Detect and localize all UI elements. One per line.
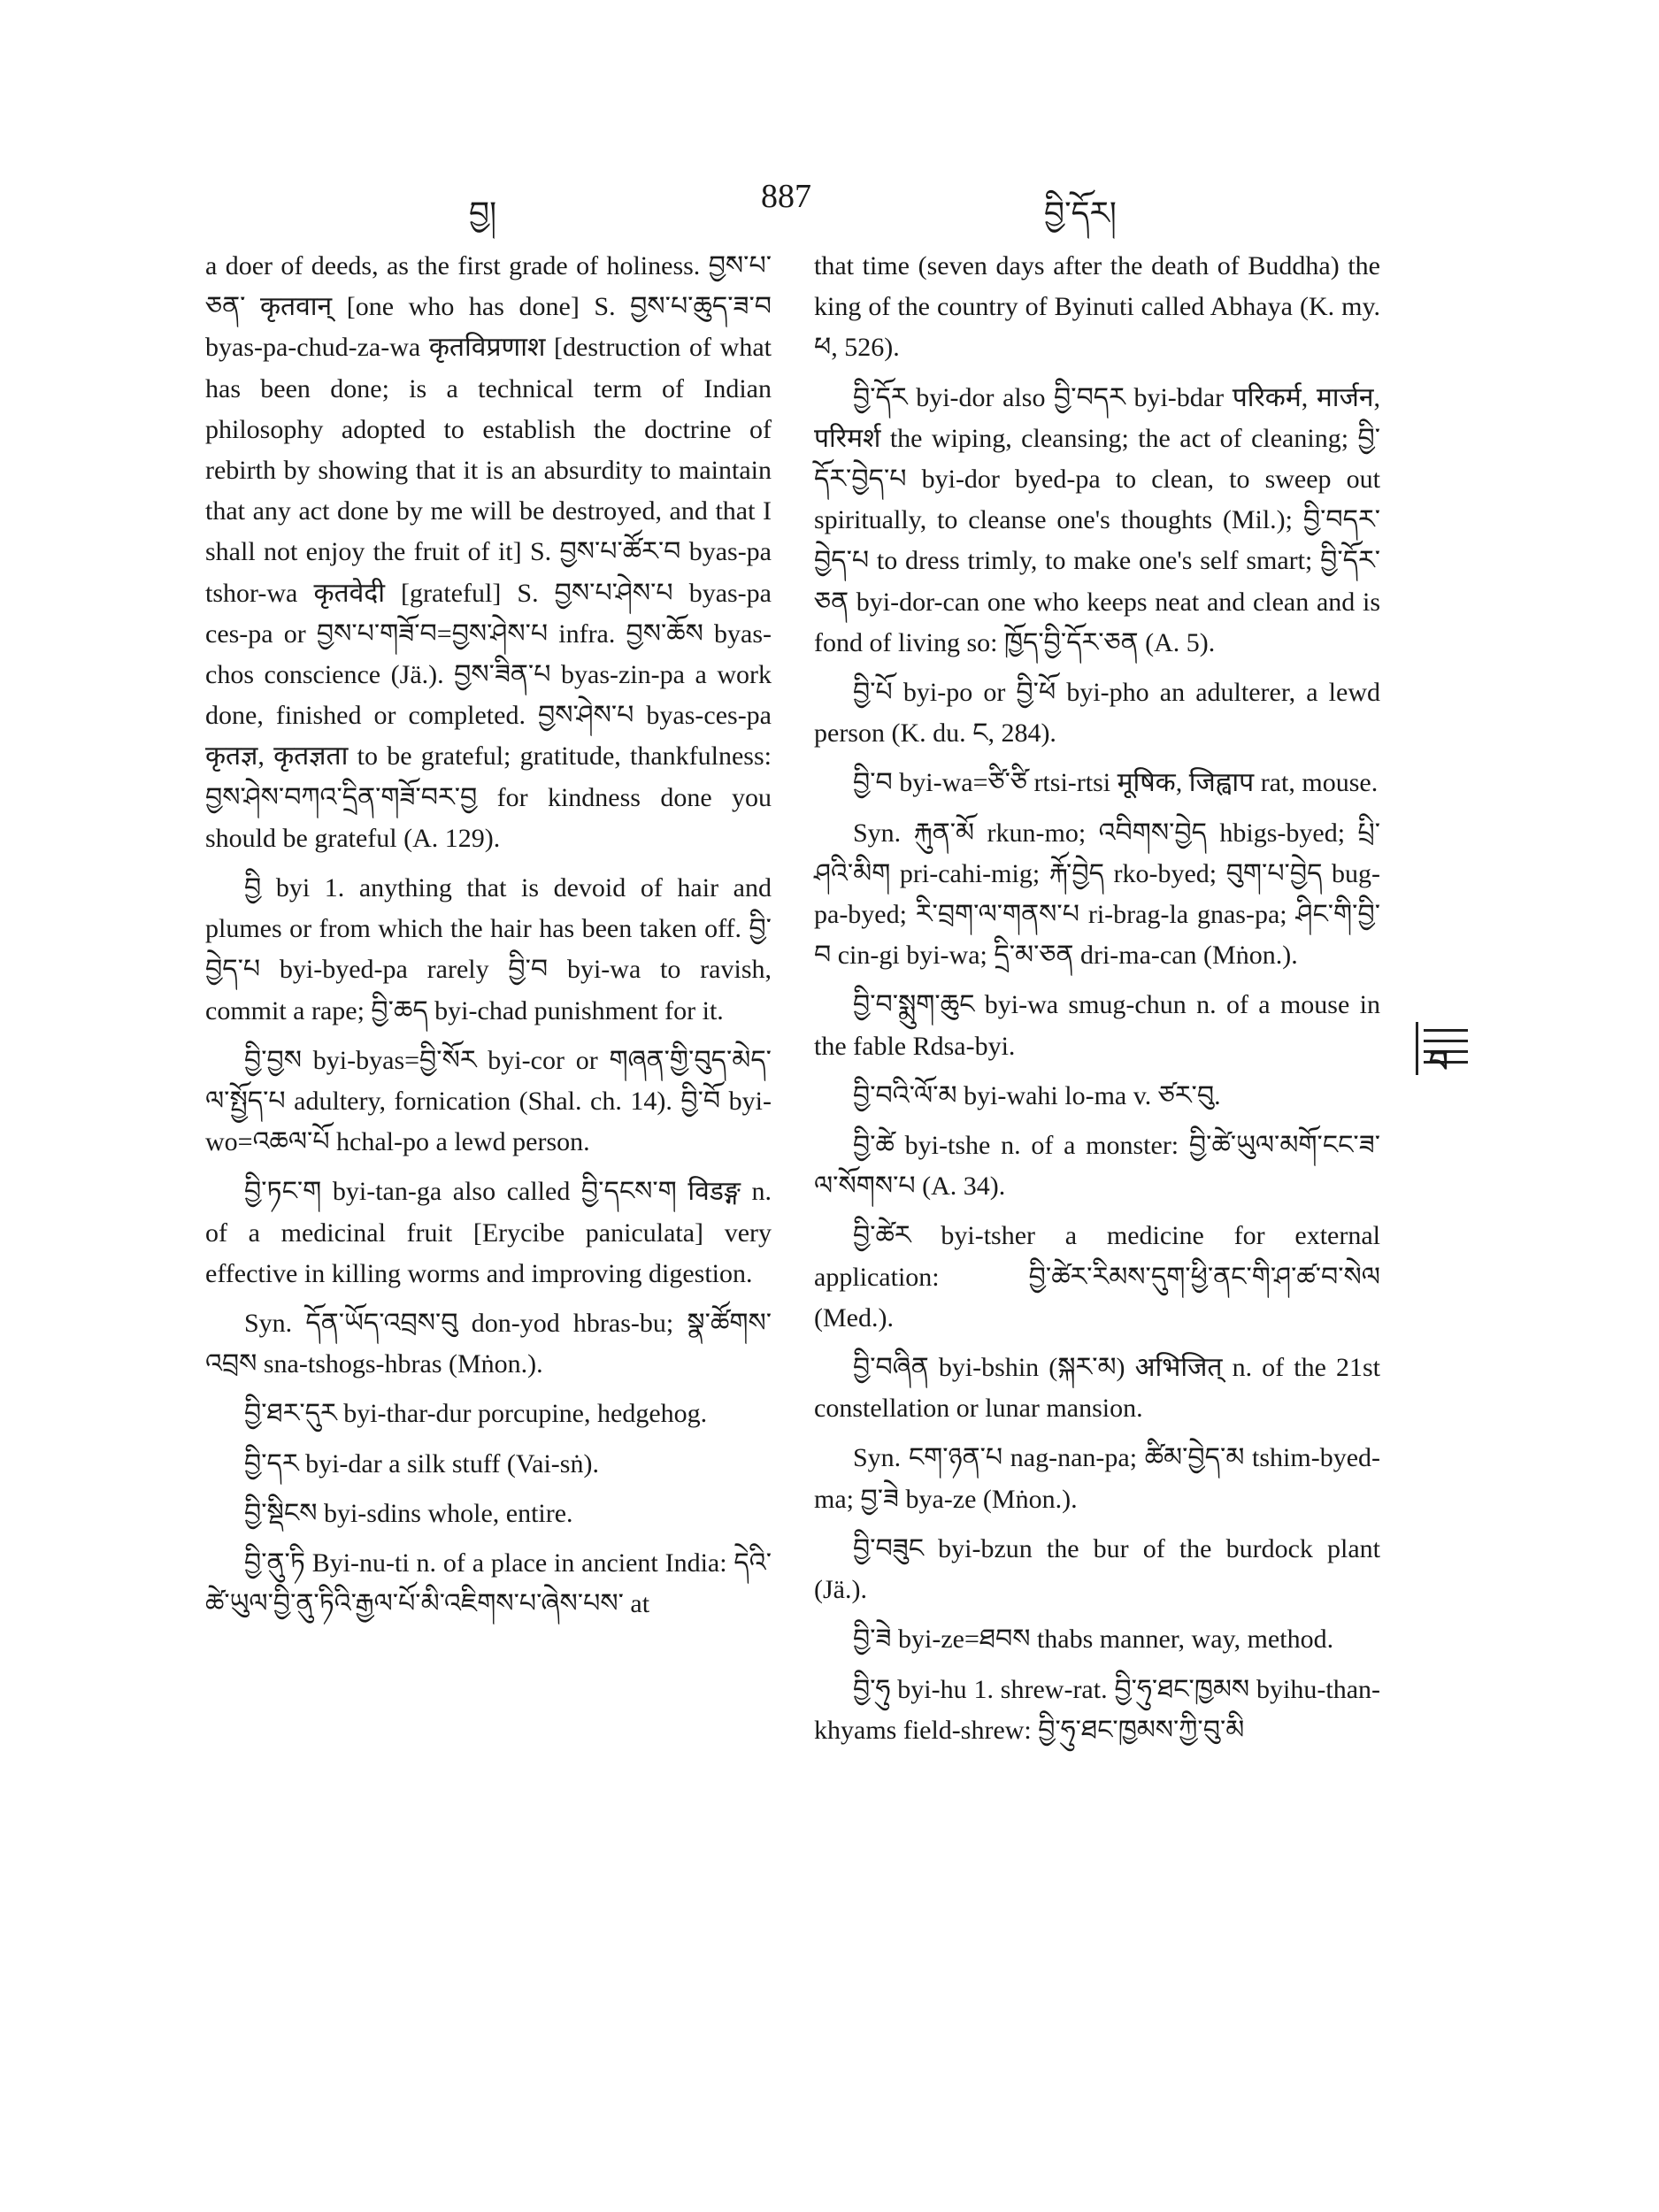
header-left-headword: བྱ། (469, 196, 497, 232)
entry-paragraph: བྱི་བྱས byi-byas=བྱི་སོར byi-cor or གཞན་གྱི་བུད་མེད་ལ་སྤྱོད་པ adultery, fornication (Shal. ch. 14). བྱི་བོ byi-wo=འཆལ་པོ hchal-po a lewd person. (205, 1045, 772, 1157)
entry-paragraph: བྱི་དོར byi-dor also བྱི་བདར byi-bdar परिकर्म, मार्जन, परिमर्श the wiping, cleansing; the act of cleaning; བྱི་དོར་བྱེད་པ byi-dor byed-pa to clean, to sweep out spiritually, to cleanse one's thoughts (Mil.); བྱི་བདར་བྱེད་པ to dress trimly, to make one's self smart; བྱི་དོར་ཅན byi-dor-can one who keeps neat and clean and is fond of living so: ཁྱོད་བྱི་དོར་ཅན (A. 5). (814, 382, 1380, 657)
thumb-index-tab (1416, 1022, 1471, 1079)
entry-paragraph: བྱི་བ་སྨུག་ཆུང byi-wa smug-chun n. of a mouse in the fable Rdsa-byi. (814, 990, 1380, 1061)
entry-paragraph: that time (seven days after the death of Buddha) the king of the country of Byinuti called Abhaya (K. my. ཕ, 526). (814, 251, 1380, 363)
entry-paragraph: a doer of deeds, as the first grade of holiness. བྱས་པ་ཅན་ कृतवान् [one who has done] S. བྱས་པ་ཆུད་ཟ་བ byas-pa-chud-za-wa कृतविप्रणाश [destruction of what has been done; is a technical term of Indian philosophy adopted to establish the doctrine of rebirth by showing that it is an absurdity to maintain that any act done by me will be destroyed, and that I shall not enjoy the fruit of it] S. བྱས་པ་ཚོར་བ byas-pa tshor-wa कृतवेदी [grateful] S. བྱས་པ་ཤེས་པ byas-pa ces-pa or བྱས་པ་གཟོ་བ=བྱས་ཤེས་པ infra. བྱས་ཆོས byas-chos conscience (Jä.). བྱས་ཟིན་པ byas-zin-pa a work done, finished or completed. བྱས་ཤེས་པ byas-ces-pa कृतज्ञ, कृतज्ञता to be grateful; gratitude, thankfulness: བྱས་ཤེས་བཀའ་དྲིན་གཟོ་བར་བྱ for kindness done you should be grateful (A. 129). (205, 251, 772, 853)
page-number: 887 (761, 178, 811, 215)
entry-paragraph: བྱི་བ byi-wa=ཙི་ཙི rtsi-rtsi मूषिक, जिह्वाप rat, mouse. (853, 768, 1379, 798)
entry-paragraph: བྱི་བའི་ལོ་མ byi-wahi lo-ma v. ཙར་བུ. (853, 1080, 1221, 1110)
entry-paragraph: བྱི་ཟེ byi-ze=ཐབས thabs manner, way, method. (853, 1624, 1334, 1655)
header-right-headword: བྱི་དོར། (1044, 196, 1117, 232)
left-column (205, 246, 772, 1634)
right-column (814, 246, 1380, 1760)
entry-paragraph: བྱི་སྡིངས byi-sdins whole, entire. (244, 1498, 573, 1528)
entry-paragraph: བྱི byi 1. anything that is devoid of hair and plumes or from which the hair has been taken off. བྱི་བྱེད་པ byi-byed-pa rarely བྱི་བ byi-wa to ravish, commit a rape; བྱི་ཆད byi-chad punishment for it. (205, 873, 772, 1025)
entry-paragraph: Syn. དོན་ཡོད་འབྲས་བུ don-yod hbras-bu; སྣ་ཚོགས་འབྲས sna-tshogs-hbras (Mṅon.). (205, 1309, 772, 1379)
entry-paragraph: Syn. རྐུན་མོ rkun-mo; འབིགས་བྱེད hbigs-byed; པྲི་ཤའི་མིག pri-cahi-mig; རྐོ་བྱེད rko-byed; བུག་པ་བྱེད bug-pa-byed; རི་བྲག་ལ་གནས་པ ri-brag-la gnas-pa; ཤིང་གི་བྱི་བ cin-gi byi-wa; དྲི་མ་ཅན dri-ma-can (Mṅon.). (814, 818, 1380, 971)
entry-paragraph: བྱི་ཏང་ག byi-tan-ga also called བྱི་དངས་ག विडङ्ग n. of a medicinal fruit [Erycibe paniculata] very effective in killing worms and improving digestion. (205, 1177, 772, 1288)
entry-paragraph: བྱི་པོ byi-po or བྱི་ཕོ byi-pho an adulterer, a lewd person (K. du. ང, 284). (814, 678, 1380, 749)
entry-paragraph: བྱི་དར byi-dar a silk stuff (Vai-sṅ). (244, 1448, 599, 1479)
entry-paragraph: བྱི་ཚེར byi-tsher a medicine for external application: བྱི་ཚེར་རིམས་དུག་ཕྱི་ནང་གི་ཤ་ཚ་བ་སེལ (Med.). (814, 1221, 1380, 1333)
entry-paragraph: བྱི་ནུ་ཏི Byi-nu-ti n. of a place in ancient India: དེའི་ཚེ་ཡུལ་བྱི་ནུ་ཏིའི་རྒྱལ་པོ་མི་འཇིགས་པ་ཞེས་པས་ at (205, 1548, 772, 1619)
entry-paragraph: བྱི་ཐར་དུར byi-thar-dur porcupine, hedgehog. (244, 1399, 708, 1429)
entry-paragraph: Syn. ངག་ཉན་པ nag-nan-pa; ཚིམ་བྱེད་མ tshim-byed-ma; བྱ་ཟེ bya-ze (Mṅon.). (814, 1443, 1380, 1514)
entry-paragraph: བྱི་ཚེ byi-tshe n. of a monster: བྱི་ཚེ་ཡུལ་མགོ་ངང་ཟ་ལ་སོགས་པ (A. 34). (814, 1131, 1380, 1202)
page-header (204, 177, 1389, 230)
thumb-letter: བ (1429, 1044, 1448, 1079)
entry-paragraph: བྱི་བཟུང byi-bzun the bur of the burdock plant (Jä.). (814, 1533, 1380, 1605)
entry-paragraph: བྱི་བཞིན byi-bshin (སྐར་མ) अभिजित् n. of the 21st constellation or lunar mansion. (814, 1353, 1380, 1424)
entry-paragraph: བྱི་ཧུ byi-hu 1. shrew-rat. བྱི་ཧུ་ཐང་ཁྱམས byihu-than-khyams field-shrew: བྱི་ཧུ་ཐང་ཁྱམས་ཀྱི་བུ་མི (814, 1674, 1380, 1745)
